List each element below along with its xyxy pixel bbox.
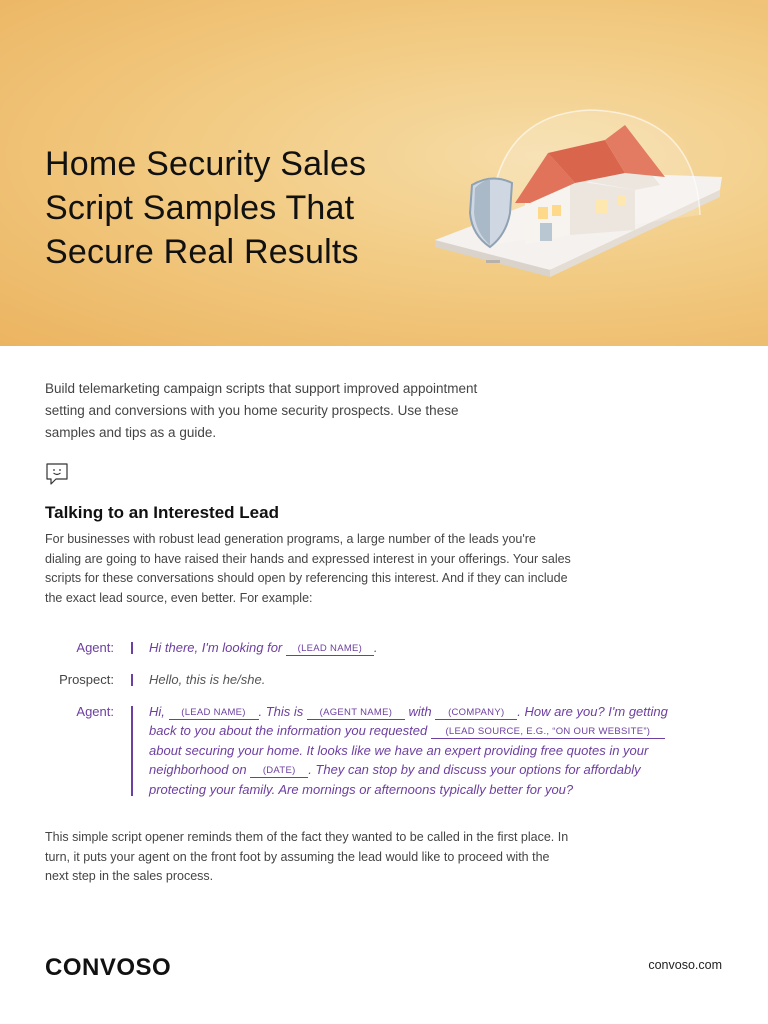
placeholder-date: (DATE): [250, 764, 308, 778]
website-link[interactable]: convoso.com: [648, 958, 722, 972]
convoso-logo: CONVOSO: [45, 954, 172, 981]
text-segment: . They can stop by and discuss your options for affordably: [308, 762, 641, 778]
agent-line-2-row-2: [149, 721, 709, 740]
closing-paragraph: This simple script opener reminds them of the fact they wanted to be called in the first place. In turn, it puts your agent on the front foot by assuming the lead would like to proceed with the next step in the sales process.: [45, 830, 569, 883]
text-segment: . How are you? I'm getting: [517, 704, 668, 719]
text-segment: Hi there, I'm looking for: [149, 640, 286, 655]
speaker-label-agent: Agent:: [76, 640, 114, 655]
quote-bar: [131, 674, 133, 686]
text-segment: . This is: [258, 704, 307, 719]
text-segment: Hi,: [149, 704, 169, 719]
quote-bar: [131, 642, 133, 654]
quote-bar: [131, 706, 133, 796]
agent-line-2-row-4: [149, 760, 709, 779]
agent-line-1: [149, 638, 709, 657]
placeholder-company: (COMPANY): [435, 706, 517, 720]
house-shield-illustration: [420, 95, 750, 305]
agent-line-2-row-5: protecting your family. Are mornings or afternoons typically better for you?: [149, 781, 574, 797]
chat-smile-icon: [45, 462, 69, 488]
text-segment: with: [404, 704, 436, 719]
page-title: [45, 142, 445, 274]
agent-line-2: [149, 702, 709, 799]
hero-banner: [0, 0, 768, 346]
section-heading: Talking to an Interested Lead: [45, 503, 279, 522]
title-line-3: Secure Real Results: [45, 233, 359, 271]
placeholder-lead-name: (LEAD NAME): [169, 706, 259, 720]
speaker-label-prospect: Prospect:: [59, 672, 114, 687]
placeholder-lead-source: (LEAD SOURCE, E.G., “ON OUR WEBSITE”): [431, 725, 665, 739]
title-line-2: Script Samples That: [45, 189, 355, 227]
text-segment: back to you about the information you requested: [149, 723, 431, 739]
text-segment: neighborhood on: [149, 762, 251, 778]
text-segment: .: [373, 640, 378, 655]
title-line-1: Home Security Sales: [45, 145, 367, 183]
placeholder-agent-name: (AGENT NAME): [307, 706, 405, 720]
agent-line-2-row-3: about securing your home. It looks like we have an expert providing free quotes in your: [149, 742, 649, 758]
agent-line-2-row-1: [149, 702, 709, 721]
intro-paragraph: Build telemarketing campaign scripts that support improved appointment setting and conversions with you home security prospects. Use these samples and tips as a guide.: [45, 381, 478, 440]
prospect-line: Hello, this is he/she.: [149, 672, 266, 687]
speaker-label-agent: Agent:: [76, 704, 114, 719]
placeholder-lead-name: (LEAD NAME): [286, 642, 374, 656]
section-body: For businesses with robust lead generation programs, a large number of the leads you're dialing are going to have raised their hands and expressed interest in your offerings. Your sales scripts for these conversations should open by referencing this interest. And if they can include the exact lead source, even better. For example:: [45, 532, 571, 605]
